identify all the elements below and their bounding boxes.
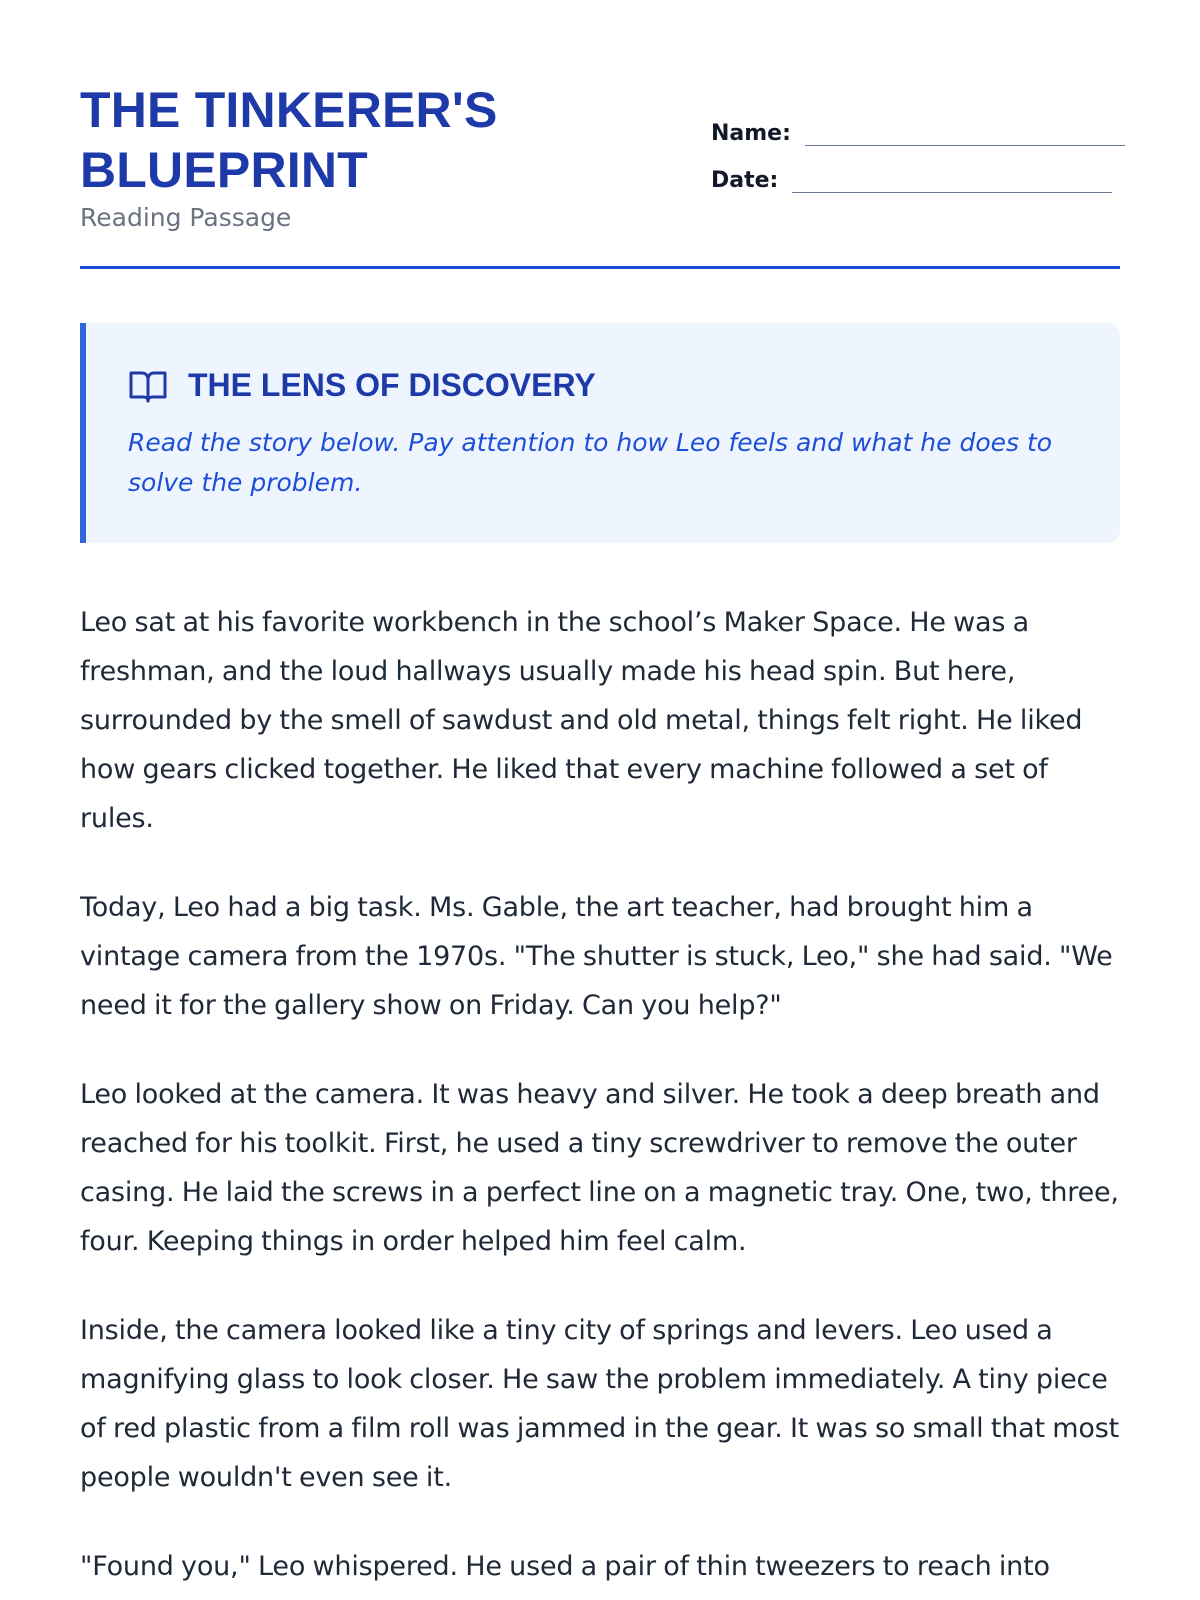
reading-passage [80, 598, 1120, 1600]
page-subtitle: Reading Passage [80, 203, 292, 232]
passage-paragraph: Leo sat at his favorite workbench in the school’s Maker Space. He was a freshman, and the loud hallways usually made his head spin. But here, surrounded by the smell of sawdust and old metal, things felt right. He liked how gears clicked together. He liked that every machine followed a set of rules. [80, 607, 1083, 834]
passage-paragraph: Inside, the camera looked like a tiny city of springs and levers. Leo used a magnifying glass to look closer. He saw the problem immediately. A tiny piece of red plastic from a film roll was jammed in the gear. It was so small that most people wouldn't even see it. [80, 1315, 1119, 1493]
date-field [711, 168, 1112, 193]
instructions-callout [80, 323, 1120, 543]
date-input-line[interactable] [792, 172, 1112, 193]
passage-paragraph: Today, Leo had a big task. Ms. Gable, the art teacher, had brought him a vintage camera from the 1970s. "The shutter is stuck, Leo," she had said. "We need it for the gallery show on Friday. Can you help?" [80, 892, 1113, 1021]
book-open-icon [128, 368, 168, 404]
page-title: THE TINKERER'S BLUEPRINT [80, 82, 498, 198]
name-field [711, 121, 1125, 146]
worksheet-page [80, 0, 1120, 1582]
callout-title: THE LENS OF DISCOVERY [188, 367, 596, 403]
callout-header [128, 367, 596, 404]
passage-paragraph: Leo looked at the camera. It was heavy and silver. He took a deep breath and reached for his toolkit. First, he used a tiny screwdriver to remove the outer casing. He laid the screws in a perfect line on a magnetic tray. One, two, three, four. Keeping things in order helped him feel calm. [80, 1079, 1119, 1257]
date-label: Date: [711, 168, 779, 193]
callout-instructions: Read the story below. Pay attention to how Leo feels and what he does to solve the problem. [128, 428, 1053, 497]
worksheet-header [80, 0, 1120, 270]
name-label: Name: [711, 121, 791, 146]
name-input-line[interactable] [805, 125, 1125, 146]
passage-paragraph: "Found you," Leo whispered. He used a pair of thin tweezers to reach into [80, 1551, 1050, 1582]
header-divider [80, 266, 1120, 269]
